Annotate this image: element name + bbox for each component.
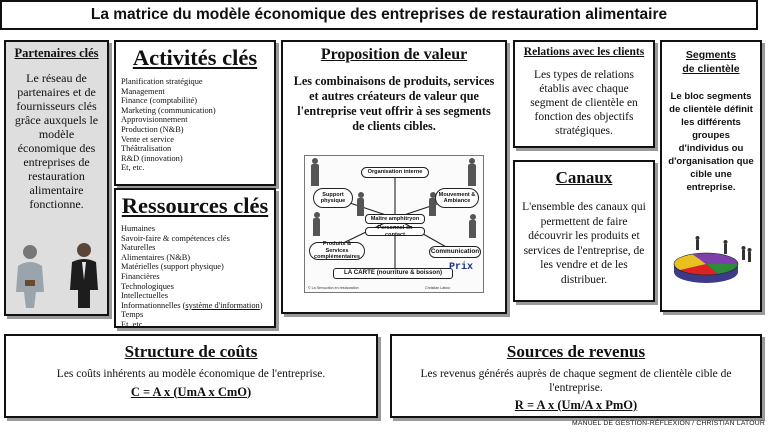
person-icon (311, 164, 319, 186)
diagram-node-contact: Personnel en contact (365, 227, 425, 236)
value-proposition-text: Les combinaisons de produits, services et autres créateurs de valeur que l'entreprise veut offrir à ses segments de clients cibles. (293, 74, 495, 133)
list-item: Planification stratégique (121, 77, 203, 86)
diagram-node-movement: Mouvement & Ambiance (435, 188, 479, 208)
channels-heading: Canaux (555, 168, 613, 187)
key-resources-block (114, 188, 276, 328)
key-partners-text: Le réseau de partenaires et de fournisseurs clés grâce auxquels le modèle économique des entreprises de restauration alimentaire fonctionne. (14, 71, 99, 211)
revenue-streams-block (390, 334, 762, 418)
cost-structure-heading: Structure de coûts (124, 342, 258, 361)
cost-formula: C = A x (UmA x CmO) (130, 384, 252, 399)
customer-segments-text: Le bloc segments de clientèle définit les différents groupes d'individus ou d'organisation que cible une entreprise. (668, 91, 754, 193)
list-item: Financières (121, 271, 160, 281)
informational-label: Informationnelles ( (121, 300, 186, 310)
cost-structure-text: Les coûts inhérents au modèle économique de l'entreprise. (56, 368, 326, 380)
list-item: Et, etc. (121, 319, 145, 329)
information-system-link[interactable]: système d'information (185, 300, 260, 310)
list-item: Production (N&B) (121, 124, 184, 134)
channels-block (513, 160, 655, 302)
list-item: Humaines (121, 224, 155, 233)
diagram-node-org: Organisation interne (361, 167, 429, 178)
diagram-price-label: Prix (449, 262, 474, 273)
list-item: Matérielles (support physique) (121, 262, 224, 272)
diagram-credit-left: © La Servuction en restauration (308, 286, 359, 290)
list-item: Alimentaires (N&B) (121, 252, 191, 262)
diagram-node-support: Support physique (313, 188, 353, 208)
list-item: Théâtralisation (121, 144, 172, 154)
channels-text: L'ensemble des canaux qui permettent de faire découvrir les produits et services de l'entreprise, de les vendre et de les distribuer. (522, 201, 646, 286)
value-proposition-heading: Proposition de valeur (320, 46, 468, 63)
key-activities-block (114, 40, 276, 186)
diagram-credit-right: Christian Latour (425, 286, 451, 290)
customer-relations-text: Les types de relations établis avec chaque segment de clientèle en fonction des objectifs stratégiques. (530, 69, 638, 137)
diagram-node-products: Produits & Services complémentaires (309, 242, 365, 260)
list-item: Technologiques (121, 281, 174, 291)
revenue-streams-text: Les revenus générés auprès de chaque segment de clientèle cible de l'entreprise. (420, 368, 732, 394)
list-item: Temps (121, 310, 144, 320)
list-item: Management (121, 86, 165, 96)
key-activities-list (116, 71, 274, 173)
cost-structure-block (4, 334, 378, 418)
customer-segments-block (660, 40, 762, 312)
person-icon (313, 218, 320, 236)
list-item: Naturelles (121, 243, 156, 253)
title-bar (0, 0, 758, 30)
key-partners-heading: Partenaires clés (14, 46, 99, 60)
list-item: R&D (innovation) (121, 153, 183, 163)
customer-relations-block (513, 40, 655, 148)
key-resources-list (116, 219, 274, 330)
page-title: La matrice du modèle économique des entreprises de restauration alimentaire (90, 6, 668, 23)
key-partners-block (4, 40, 109, 316)
key-resources-heading: Ressources clés (121, 193, 269, 218)
footer-credit: MANUEL DE GESTION-RÉFLEXION / CHRISTIAN LATOUR (572, 420, 765, 427)
list-item (121, 301, 274, 311)
business-people-illustration-icon (10, 240, 106, 310)
pie-chart-people-icon (666, 234, 758, 290)
person-icon (468, 164, 476, 186)
list-item: Vente et service (121, 134, 175, 144)
revenue-formula: R = A x (Um/A x PmO) (514, 398, 638, 412)
person-icon (357, 198, 364, 216)
list-item: Et, etc. (121, 163, 145, 173)
list-item: Intellectuelles (121, 291, 168, 301)
diagram-node-master: Maître amphitryon (365, 214, 425, 224)
key-activities-heading: Activités clés (132, 45, 258, 70)
list-item: Savoir-faire & compétences clés (121, 233, 230, 243)
diagram-node-communication: Communication (429, 246, 481, 258)
list-item: Approvisionnement (121, 115, 188, 125)
list-item: Marketing (communication) (121, 105, 216, 115)
list-item: Finance (comptabilité) (121, 96, 198, 106)
servuction-diagram (304, 155, 484, 293)
person-icon (469, 220, 476, 238)
informational-end: ) (259, 300, 263, 310)
customer-segments-heading: Segments de clientèle (682, 49, 740, 75)
customer-relations-heading: Relations avec les clients (523, 46, 645, 58)
revenue-streams-heading: Sources de revenus (506, 342, 646, 361)
diagram-node-menu: LA CARTE (nourriture & boisson) (333, 268, 453, 279)
